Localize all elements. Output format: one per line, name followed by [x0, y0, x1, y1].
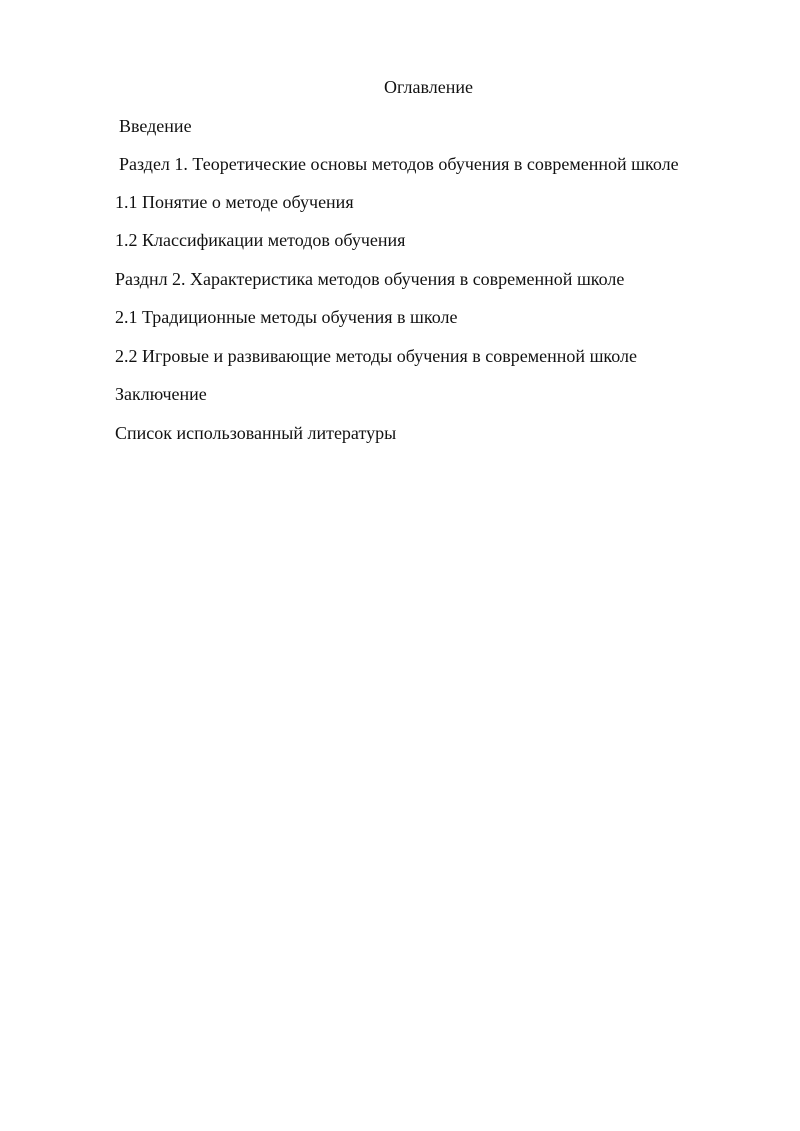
toc-entry-section-1: Раздел 1. Теоретические основы методов обучения в современной школе: [119, 154, 679, 174]
toc-heading-text: Оглавление: [384, 77, 473, 97]
toc-entry-1-1: 1.1 Понятие о методе обучения: [115, 192, 354, 212]
toc-entry-2-1: 2.1 Традиционные методы обучения в школе: [115, 307, 458, 327]
toc-heading: [0, 76, 800, 98]
toc-entry-2-2: 2.2 Игровые и развивающие методы обучения в современной школе: [115, 346, 637, 366]
toc-entry-bibliography: Список использованный литературы: [115, 423, 397, 443]
toc-entry-conclusion: Заключение: [115, 384, 207, 404]
toc-entry-1-2: 1.2 Классификации методов обучения: [115, 230, 406, 250]
toc-entry-introduction: Введение: [119, 116, 192, 136]
toc-entry-section-2: Разднл 2. Характеристика методов обучения в современной школе: [115, 269, 625, 289]
